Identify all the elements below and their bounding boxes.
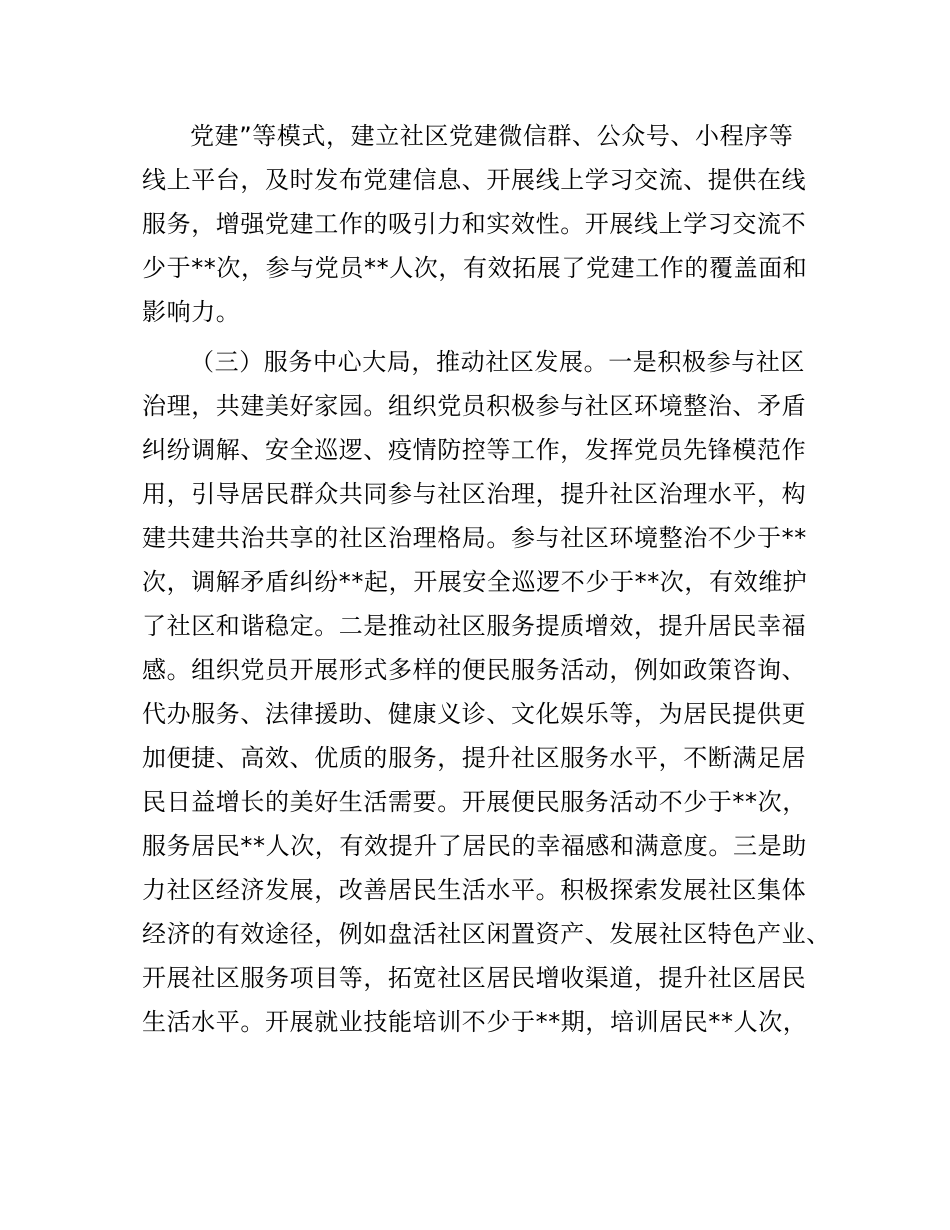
text-line-2: 线上平台，及时发布党建信息、开展线上学习交流、提供在线 xyxy=(142,166,807,194)
text-line-5: 影响力。 xyxy=(142,298,241,326)
text-line-15: 加便捷、高效、优质的服务，提升社区服务水平，不断满足居 xyxy=(142,744,807,772)
text-line-1: 党建”等模式，建立社区党建微信群、公众号、小程序等 xyxy=(190,122,794,150)
text-line-8: 纠纷调解、安全巡逻、疫情防控等工作，发挥党员先锋模范作 xyxy=(142,436,807,464)
text-line-10: 建共建共治共享的社区治理格局。参与社区环境整治不少于** xyxy=(142,524,807,552)
text-line-7: 治理，共建美好家园。组织党员积极参与社区环境整治、矛盾 xyxy=(142,392,807,420)
text-line-18: 力社区经济发展，改善居民生活水平。积极探索发展社区集体 xyxy=(142,876,807,904)
text-line-11: 次，调解矛盾纠纷**起，开展安全巡逻不少于**次，有效维护 xyxy=(142,568,808,596)
text-line-20: 开展社区服务项目等，拓宽社区居民增收渠道，提升社区居民 xyxy=(142,964,807,992)
text-line-6: （三）服务中心大局，推动社区发展。一是积极参与社区 xyxy=(190,348,805,376)
text-line-3: 服务，增强党建工作的吸引力和实效性。开展线上学习交流不 xyxy=(142,210,807,238)
text-line-21: 生活水平。开展就业技能培训不少于**期，培训居民**人次， xyxy=(142,1008,808,1036)
text-line-14: 代办服务、法律援助、健康义诊、文化娱乐等，为居民提供更 xyxy=(142,700,807,728)
text-line-13: 感。组织党员开展形式多样的便民服务活动，例如政策咨询、 xyxy=(142,656,807,684)
text-line-16: 民日益增长的美好生活需要。开展便民服务活动不少于**次， xyxy=(142,788,807,816)
text-line-17: 服务居民**人次，有效提升了居民的幸福感和满意度。三是助 xyxy=(142,832,807,860)
text-line-19: 经济的有效途径，例如盘活社区闲置资产、发展社区特色产业、 xyxy=(142,920,831,948)
text-line-12: 了社区和谐稳定。二是推动社区服务提质增效，提升居民幸福 xyxy=(142,612,807,640)
text-line-4: 少于**次，参与党员**人次，有效拓展了党建工作的覆盖面和 xyxy=(142,254,808,282)
text-line-9: 用，引导居民群众共同参与社区治理，提升社区治理水平，构 xyxy=(142,480,807,508)
